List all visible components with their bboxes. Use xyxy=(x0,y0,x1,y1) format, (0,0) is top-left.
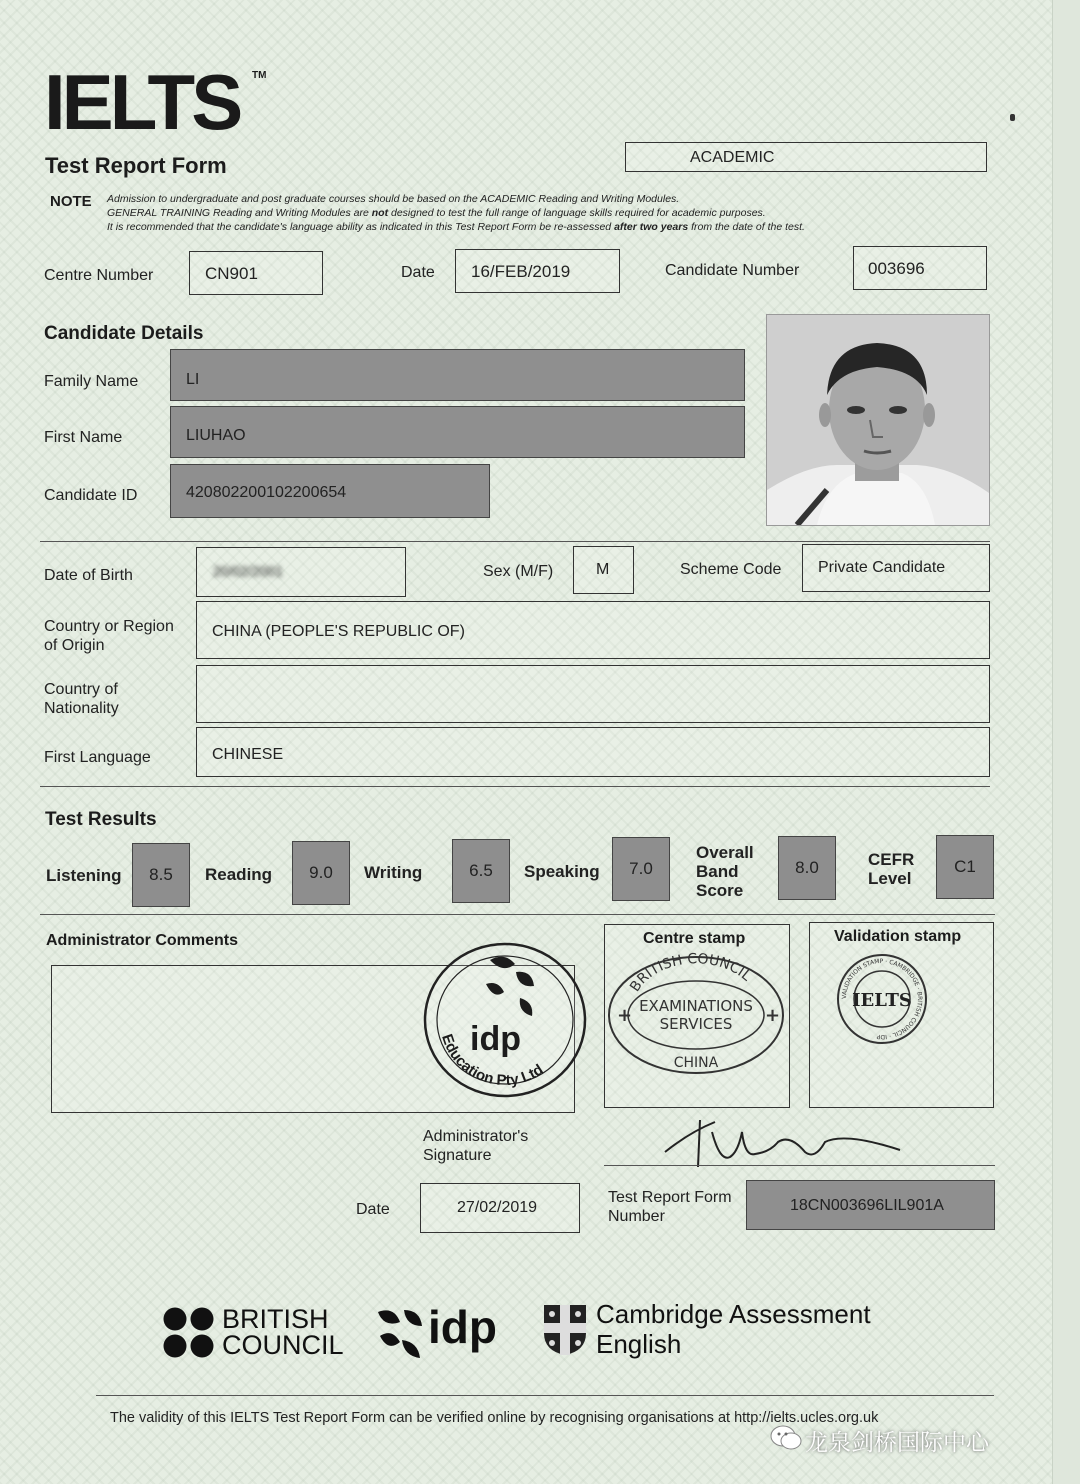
svg-text:+: + xyxy=(617,1005,633,1026)
cambridge-crest-icon xyxy=(542,1303,588,1357)
candidate-photo xyxy=(766,314,990,526)
cambridge-wordmark: Cambridge Assessment English xyxy=(596,1299,871,1359)
idp-logo-icon xyxy=(374,1306,430,1362)
portrait-image xyxy=(767,315,989,525)
validation-ring-text: VALIDATION STAMP · CAMBRIDGE · BRITISH COUNCIL · IDP xyxy=(840,957,924,1041)
admin-date-value: 27/02/2019 xyxy=(457,1199,538,1216)
note-line-1: Admission to undergraduate and post graduate courses should be based on the ACADEMIC Reading and Writing Modules. xyxy=(107,193,680,205)
signature-scribble xyxy=(660,1112,920,1172)
origin-value: CHINA (PEOPLE'S REPUBLIC OF) xyxy=(212,623,465,640)
british-council-stamp xyxy=(603,949,789,1079)
listening-label: Listening xyxy=(46,866,122,885)
validation-center-text: IELTS xyxy=(852,990,912,1011)
speaking-label: Speaking xyxy=(524,862,600,881)
trf-number-box xyxy=(746,1180,995,1230)
scheme-code-label: Scheme Code xyxy=(680,561,782,578)
centre-stamp-label: Centre stamp xyxy=(643,930,746,947)
family-name-value: LI xyxy=(186,371,200,388)
first-name-label: First Name xyxy=(44,429,123,446)
validation-stamp-label: Validation stamp xyxy=(834,928,962,945)
admin-comments-label: Administrator Comments xyxy=(46,932,239,949)
admin-signature-label: Administrator's Signature xyxy=(423,1128,529,1164)
centre-stamp-box xyxy=(604,924,790,1108)
first-language-box xyxy=(196,727,990,777)
nationality-label: Country of Nationality xyxy=(44,681,119,717)
bc-stamp-mid-2: SERVICES xyxy=(659,1015,733,1033)
test-date-value: 16/FEB/2019 xyxy=(471,262,571,281)
first-name-value: LIUHAO xyxy=(186,427,246,444)
reading-label: Reading xyxy=(205,865,273,884)
candidate-id-box xyxy=(170,464,490,518)
svg-text:BRITISH COUNCIL xyxy=(627,951,754,995)
corner-mark xyxy=(1010,114,1015,121)
dob-box xyxy=(196,547,406,597)
overall-band-label: Overall Band Score xyxy=(696,843,754,900)
signature-line xyxy=(604,1165,995,1166)
divider-line xyxy=(40,541,990,542)
first-language-value: CHINESE xyxy=(212,746,284,763)
module-value: ACADEMIC xyxy=(690,149,775,166)
bc-stamp-bottom-text: CHINA xyxy=(673,1055,719,1071)
divider-line xyxy=(40,914,995,915)
candidate-number-label: Candidate Number xyxy=(665,262,800,279)
overall-band-score: 8.0 xyxy=(778,836,836,900)
form-title: Test Report Form xyxy=(45,153,227,178)
trademark-mark: TM xyxy=(252,70,267,81)
sex-value: M xyxy=(596,561,610,578)
idp-wordmark: idp xyxy=(428,1301,497,1353)
note-line-3: It is recommended that the candidate's language ability as indicated in this Test Report Form be re-assessed after two years from the date of the test. xyxy=(107,221,805,233)
nationality-box xyxy=(196,665,990,723)
wechat-icon xyxy=(770,1424,802,1452)
family-name-box xyxy=(170,349,745,401)
candidate-id-label: Candidate ID xyxy=(44,487,138,504)
centre-number-box xyxy=(189,251,323,295)
candidate-id-value: 420802200102200654 xyxy=(186,484,347,501)
sex-label: Sex (M/F) xyxy=(483,563,554,580)
scheme-code-box xyxy=(802,544,990,592)
cefr-level: C1 xyxy=(936,835,994,899)
divider-line xyxy=(40,786,990,787)
scheme-code-value: Private Candidate xyxy=(818,559,946,576)
ielts-logo: IELTS xyxy=(44,58,240,146)
candidate-number-value: 003696 xyxy=(868,259,925,278)
origin-box xyxy=(196,601,990,659)
test-results-title: Test Results xyxy=(45,809,157,830)
idp-stamp-ring-text: Education Pty Ltd xyxy=(438,1031,547,1090)
dob-value: 20/02/2001 xyxy=(213,563,284,579)
first-language-label: First Language xyxy=(44,749,151,766)
validity-notice: The validity of this IELTS Test Report Form can be verified online by recognising organisations at http://ielts.ucles.org.uk xyxy=(110,1410,879,1426)
admin-date-box xyxy=(420,1183,580,1233)
reading-score: 9.0 xyxy=(292,841,350,905)
bc-stamp-top-text: BRITISH COUNCIL xyxy=(627,951,755,995)
sex-box xyxy=(573,546,634,594)
british-council-logo-icon xyxy=(162,1306,218,1362)
svg-text:+: + xyxy=(765,1005,781,1026)
origin-label: Country or Region of Origin xyxy=(44,618,174,654)
validation-stamp-box xyxy=(809,922,994,1108)
listening-score: 8.5 xyxy=(132,843,190,907)
validation-seal xyxy=(834,951,930,1047)
idp-stamp xyxy=(420,940,590,1100)
wechat-watermark-text: 龙泉剑桥国际中心 xyxy=(805,1429,989,1455)
footer-divider xyxy=(96,1395,994,1396)
writing-label: Writing xyxy=(364,863,423,882)
trf-number-label: Test Report Form Number xyxy=(608,1189,732,1225)
centre-number-value: CN901 xyxy=(205,264,258,283)
note-label: NOTE xyxy=(50,193,92,210)
module-box xyxy=(625,142,987,172)
bc-stamp-mid-1: EXAMINATIONS xyxy=(639,997,753,1015)
test-date-label: Date xyxy=(401,264,435,281)
first-name-box xyxy=(170,406,745,458)
writing-score: 6.5 xyxy=(452,839,510,903)
dob-label: Date of Birth xyxy=(44,567,133,584)
trf-number-value: 18CN003696LIL901A xyxy=(790,1197,944,1214)
note-line-2: GENERAL TRAINING Reading and Writing Modules are not designed to test the full range of language skills required for academic purposes. xyxy=(107,207,766,219)
candidate-number-box xyxy=(853,246,987,290)
admin-date-label: Date xyxy=(356,1201,390,1218)
british-council-wordmark: BRITISH COUNCIL xyxy=(222,1304,344,1360)
idp-stamp-text: idp xyxy=(470,1020,521,1058)
cefr-label: CEFR Level xyxy=(868,850,915,888)
family-name-label: Family Name xyxy=(44,373,139,390)
centre-number-label: Centre Number xyxy=(44,267,154,284)
test-date-box xyxy=(455,249,620,293)
candidate-details-title: Candidate Details xyxy=(44,323,204,344)
speaking-score: 7.0 xyxy=(612,837,670,901)
